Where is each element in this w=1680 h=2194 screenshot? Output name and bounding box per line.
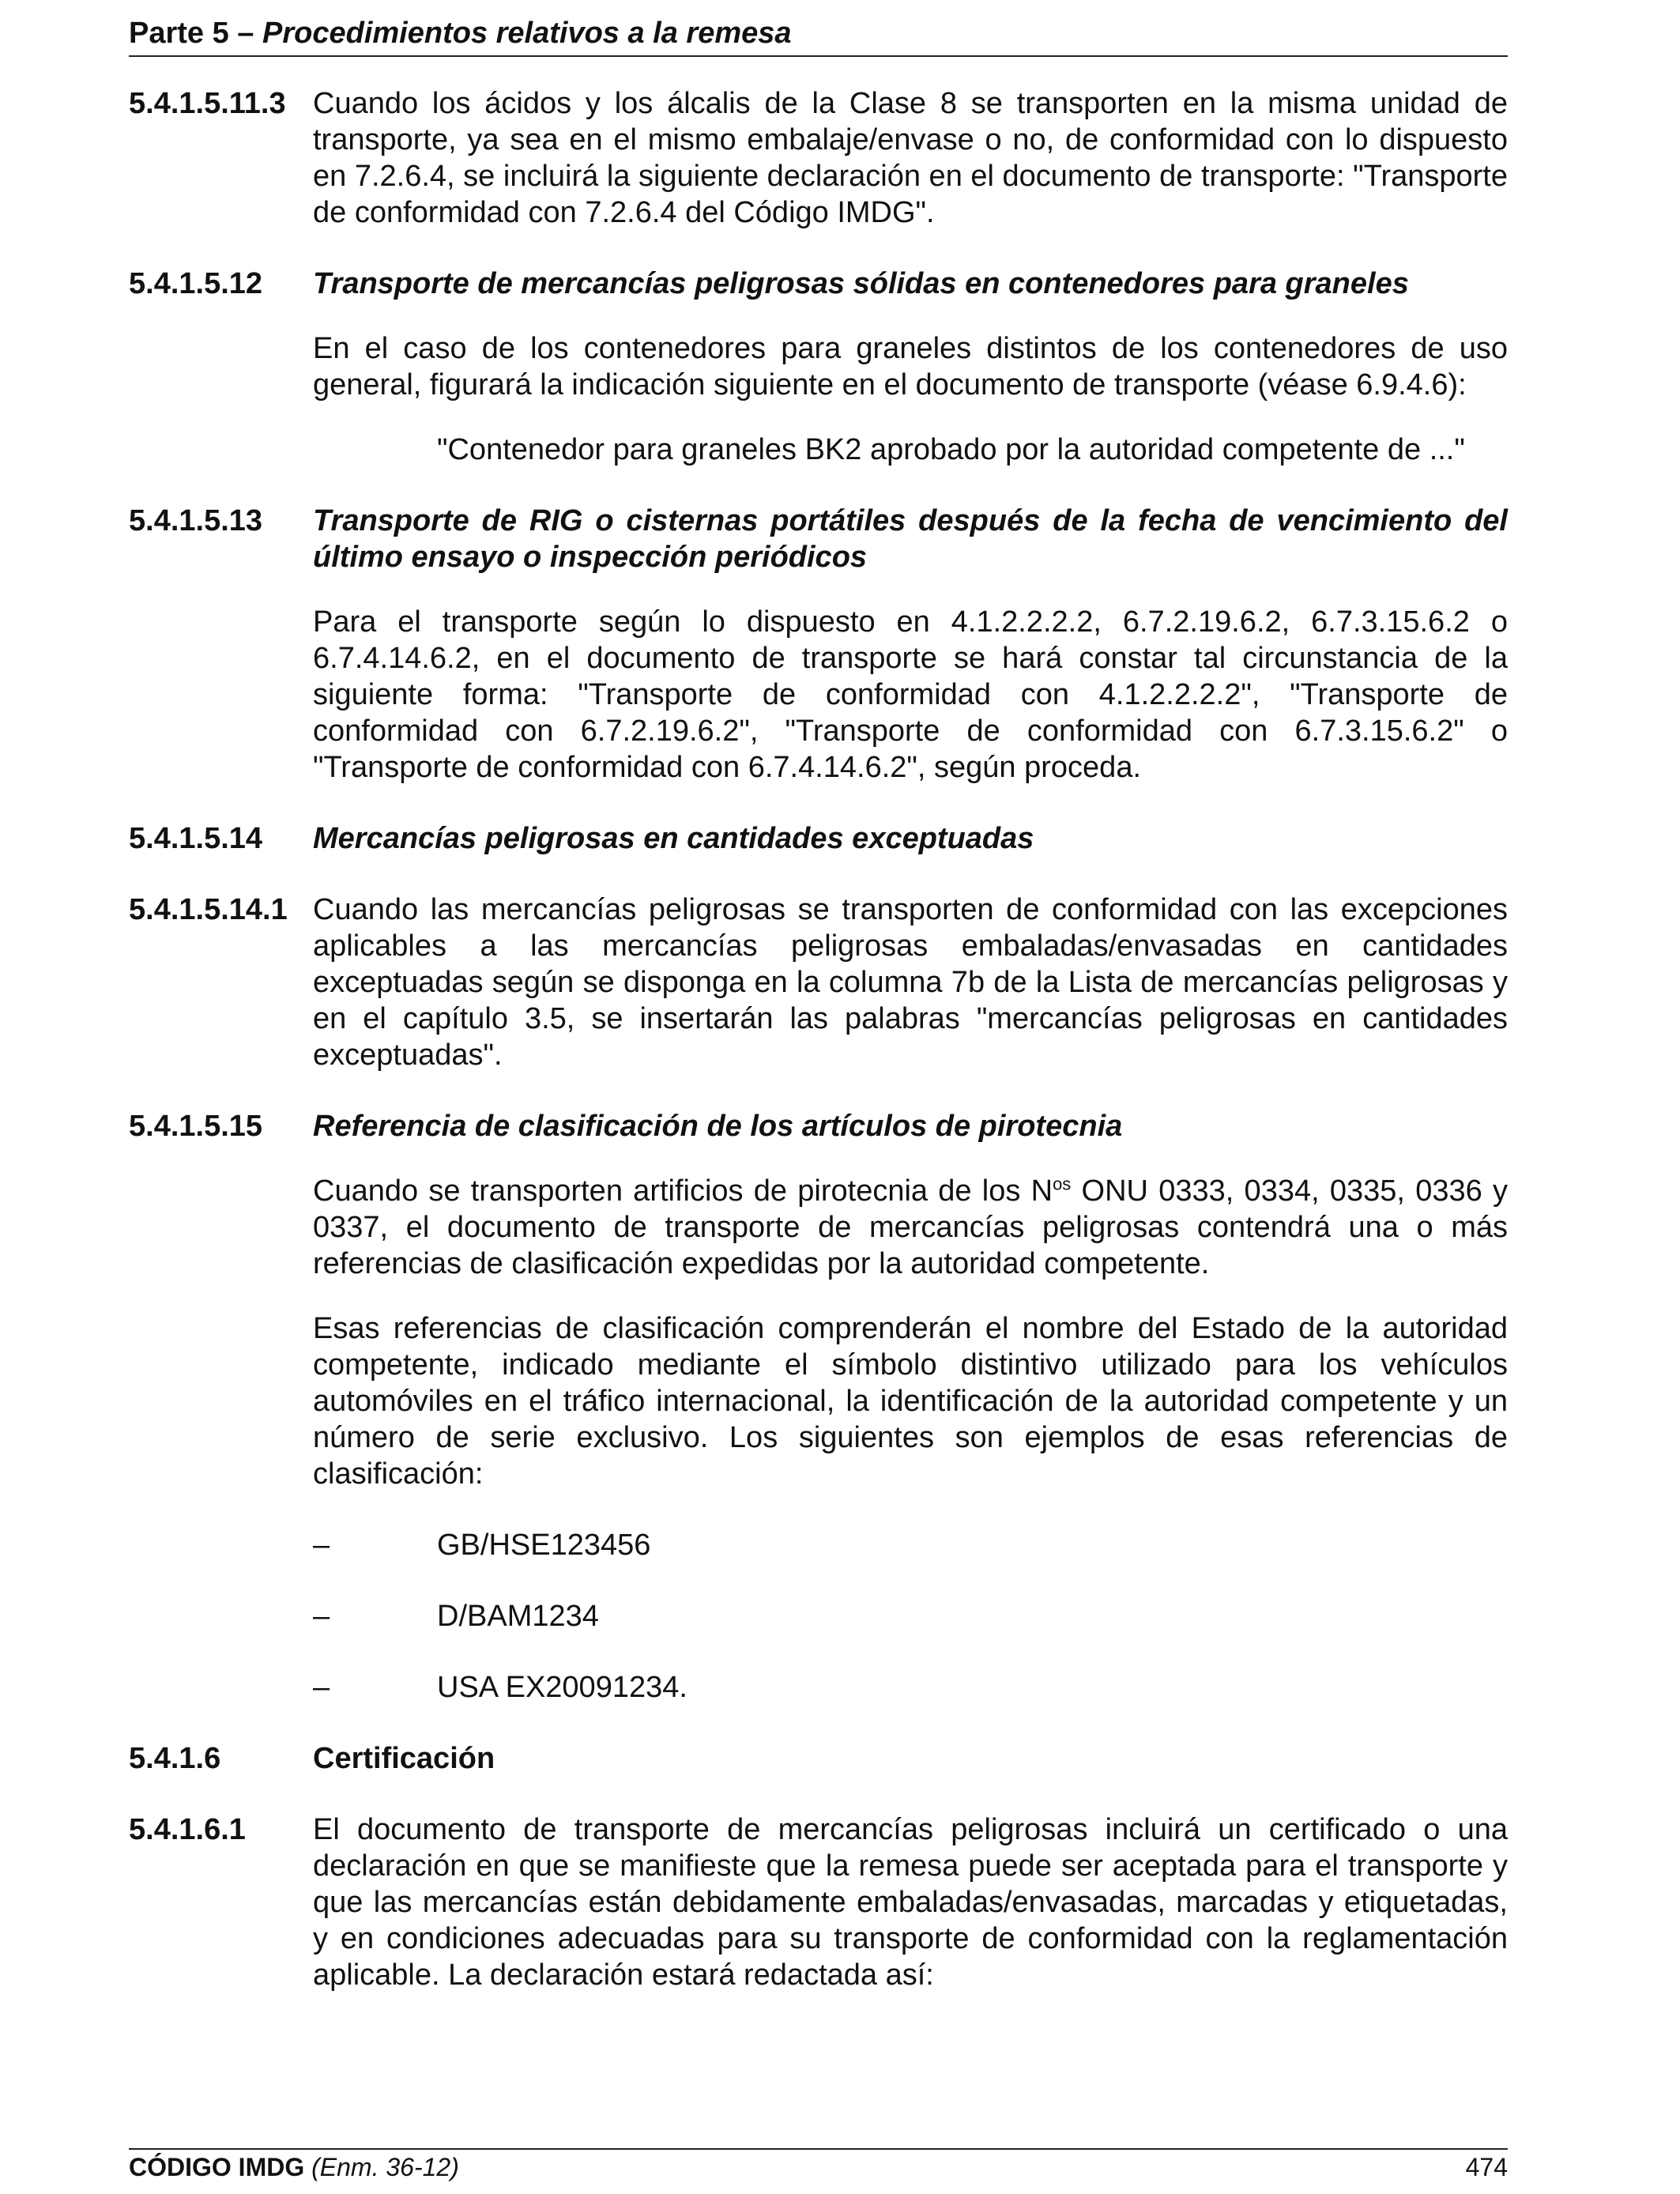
- section-heading: Mercancías peligrosas en cantidades exceptuadas: [313, 822, 1034, 855]
- quoted-declaration: "Contenedor para graneles BK2 aprobado por la autoridad competente de ...": [437, 433, 1465, 466]
- section-heading: Transporte de mercancías peligrosas sólidas en contenedores para graneles: [313, 267, 1409, 300]
- section-5-4-1-6: [129, 1740, 1508, 1777]
- superscript: os: [1053, 1174, 1072, 1194]
- header-part: Parte 5 –: [129, 17, 262, 50]
- footer-code: [129, 2151, 459, 2183]
- paragraph-part: ONU 0333, 0334, 0335, 0336 y 0337, el documento de transporte de mercancías peligrosas contendrá una o más referencias de clasificación expedidas por la autoridad competente.: [313, 1174, 1508, 1280]
- section-5-4-1-5-15: [129, 1108, 1508, 1144]
- section-5-4-1-6-1: [129, 1811, 1508, 1993]
- list-item-text: USA EX20091234.: [437, 1671, 687, 1704]
- section-text: El documento de transporte de mercancías peligrosas incluirá un certificado o una declaración en que se manifieste que la remesa puede ser aceptada para el transporte y que las mercancías están debidamente embaladas/envasadas, marcadas y etiquetadas, y en condiciones adecuadas para su transporte de conformidad con la reglamentación aplicable. La declaración estará redactada así:: [313, 1813, 1508, 1992]
- document-body: [129, 85, 1508, 2028]
- section-text: Cuando las mercancías peligrosas se transporten de conformidad con las excepciones aplicables a las mercancías peligrosas embaladas/envasadas en cantidades exceptuadas según se disponga en la columna 7b de la Lista de mercancías peligrosas y en el capítulo 3.5, se insertarán las palabras "mercancías peligrosas en cantidades exceptuadas".: [313, 893, 1508, 1072]
- section-number: 5.4.1.5.11.3: [129, 87, 286, 120]
- section-heading: Certificación: [313, 1742, 495, 1775]
- section-text: Cuando los ácidos y los álcalis de la Clase 8 se transporten en la misma unidad de transporte, ya sea en el mismo embalaje/envase o no, de conformidad con lo dispuesto en 7.2.6.4, se incluirá la siguiente declaración en el documento de transporte: "Transporte de conformidad con 7.2.6.4 del Código IMDG".: [313, 87, 1508, 229]
- section-heading: Referencia de clasificación de los artículos de pirotecnia: [313, 1110, 1123, 1143]
- paragraph-part: Cuando se transporten artificios de pirotecnia de los N: [313, 1174, 1053, 1208]
- dash-marker: –: [313, 1529, 330, 1562]
- section-number: 5.4.1.5.15: [129, 1110, 263, 1143]
- section-5-4-1-5-11-3: [129, 85, 1508, 231]
- section-paragraph: Esas referencias de clasificación comprenderán el nombre del Estado de la autoridad competente, indicado mediante el símbolo distintivo utilizado para los vehículos automóviles en el tráfico internacional, la identificación de la autoridad competente y un número de serie exclusivo. Los siguientes son ejemplos de esas referencias de clasificación:: [313, 1312, 1508, 1491]
- list-item-text: D/BAM1234: [437, 1600, 599, 1633]
- section-number: 5.4.1.5.14: [129, 822, 263, 855]
- list-item: [313, 1669, 1508, 1706]
- section-5-4-1-5-13: [129, 503, 1508, 575]
- page-footer: [129, 2148, 1508, 2183]
- list-item: [313, 1598, 1508, 1634]
- section-number: 5.4.1.6.1: [129, 1813, 246, 1846]
- dash-marker: –: [313, 1671, 330, 1704]
- dash-marker: –: [313, 1600, 330, 1633]
- section-5-4-1-5-14: [129, 820, 1508, 857]
- section-number: 5.4.1.6: [129, 1742, 221, 1775]
- footer-code-name: CÓDIGO IMDG: [129, 2153, 305, 2181]
- list-item: [313, 1527, 1508, 1563]
- section-paragraph: [313, 1173, 1508, 1282]
- section-paragraph: Para el transporte según lo dispuesto en 4.1.2.2.2.2, 6.7.2.19.6.2, 6.7.3.15.6.2 o 6.7.4.14.6.2, en el documento de transporte se hará constar tal circunstancia de la siguiente forma: "Transporte de conformidad con 4.1.2.2.2.2", "Transporte de conformidad con 6.7.2.19.6.2", "Transporte de conformidad con 6.7.3.15.6.2" o "Transporte de conformidad con 6.7.4.14.6.2", según proceda.: [313, 605, 1508, 784]
- section-5-4-1-5-12: [129, 266, 1508, 302]
- section-number: 5.4.1.5.14.1: [129, 893, 288, 926]
- page-header: [129, 14, 1508, 57]
- page-number: 474: [1465, 2153, 1508, 2181]
- section-paragraph: En el caso de los contenedores para graneles distintos de los contenedores de uso general, figurará la indicación siguiente en el documento de transporte (véase 6.9.4.6):: [313, 332, 1508, 401]
- header-title: Procedimientos relativos a la remesa: [262, 17, 792, 50]
- section-5-4-1-5-14-1: [129, 892, 1508, 1073]
- list-item-text: GB/HSE123456: [437, 1529, 651, 1562]
- footer-edition: (Enm. 36-12): [304, 2153, 459, 2181]
- section-number: 5.4.1.5.12: [129, 267, 263, 300]
- section-heading: Transporte de RIG o cisternas portátiles después de la fecha de vencimiento del último ensayo o inspección periódicos: [313, 504, 1508, 574]
- section-number: 5.4.1.5.13: [129, 504, 263, 537]
